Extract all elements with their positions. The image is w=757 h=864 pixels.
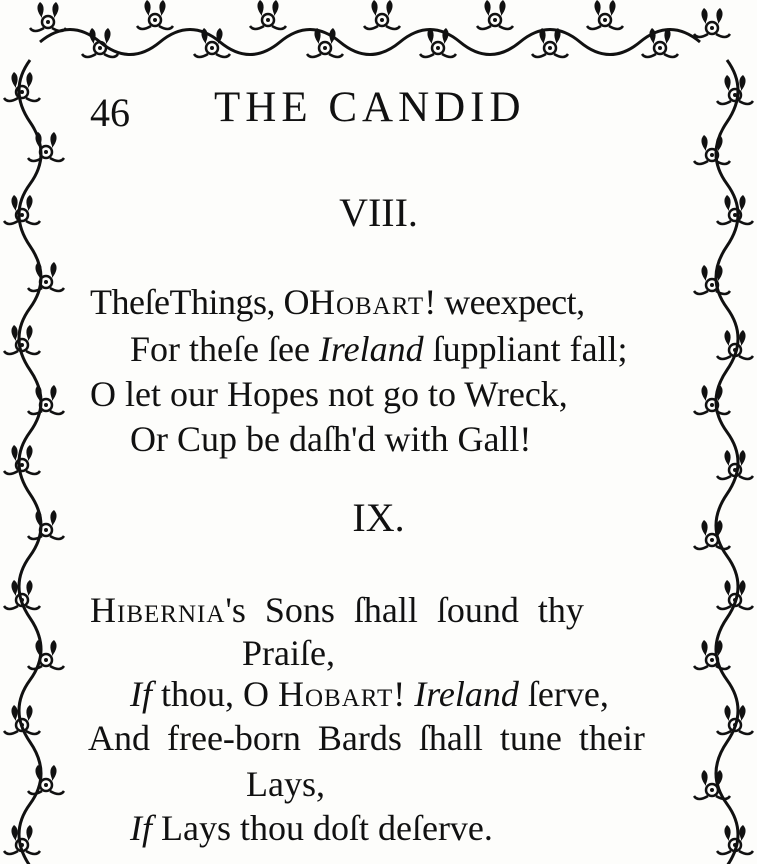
verse-line: For theſe ſee Ireland ſuppliant fall; (130, 329, 628, 369)
right-border-flowers (694, 75, 753, 854)
stanza-numeral-viii: VIII. (339, 190, 418, 235)
verse-line: Lays, (246, 764, 325, 804)
verse-line: If thou, O Hobart! Ireland ſerve, (130, 674, 609, 714)
verse-line: Hibernia's Sons ſhall ſound thy (90, 590, 584, 630)
verse-line: Praiſe, (242, 633, 335, 673)
top-border-flowers (30, 0, 730, 57)
running-title: THE CANDID (214, 84, 526, 131)
page-number: 46 (90, 90, 130, 135)
stanza-numeral-ix: IX. (352, 495, 405, 540)
left-border-flowers (4, 72, 64, 854)
verse-line: O let our Hopes not go to Wreck, (90, 374, 568, 414)
verse-line: TheſeThings, OHobart! weexpect, (90, 282, 585, 322)
verse-line: Or Cup be daſh'd with Gall! (130, 419, 532, 459)
verse-line: And free-born Bards ſhall tune their (88, 718, 645, 758)
verse-line: If Lays thou doſt deſerve. (130, 808, 493, 848)
